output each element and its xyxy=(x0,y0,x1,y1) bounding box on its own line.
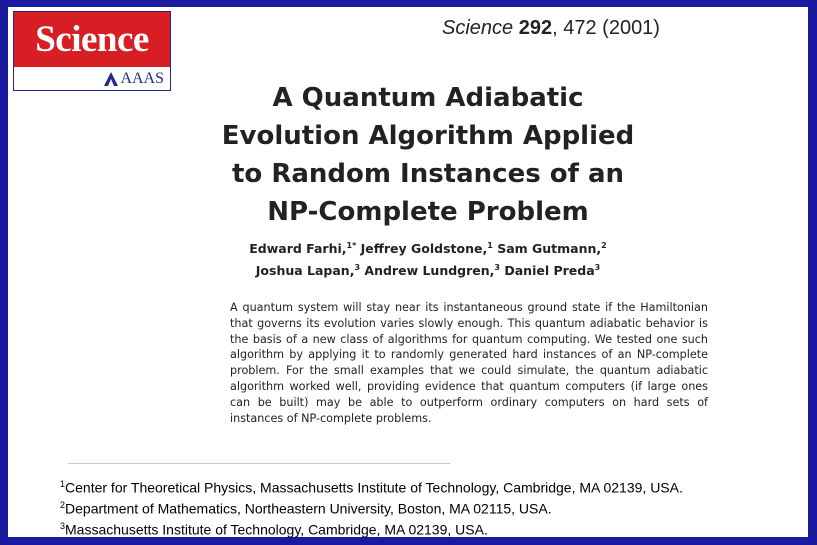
author-affiliation-mark: 3 xyxy=(494,263,500,273)
footnote-divider xyxy=(68,463,450,464)
slide xyxy=(8,7,808,537)
logo-wordmark: Science xyxy=(14,12,170,67)
affiliation-text: Department of Mathematics, Northeastern University, Boston, MA 02115, USA. xyxy=(65,500,552,517)
affiliation xyxy=(60,497,683,518)
paper-title: A Quantum Adiabatic Evolution Algorithm Applied to Random Instances of an NP-Complete Problem xyxy=(221,83,635,227)
citation xyxy=(442,17,660,40)
author-name: Edward Farhi, xyxy=(249,241,347,257)
author-name: Andrew Lundgren, xyxy=(364,263,495,279)
author-name: Sam Gutmann, xyxy=(497,241,602,257)
affiliation xyxy=(60,476,683,497)
citation-comma: , xyxy=(552,17,564,39)
citation-journal: Science xyxy=(442,17,514,39)
affiliation-number: 2 xyxy=(60,500,66,511)
affiliation-list xyxy=(60,476,683,539)
aaas-logo xyxy=(104,69,164,89)
citation-year: (2001) xyxy=(602,17,660,39)
author-list xyxy=(203,236,653,280)
author-name: Joshua Lapan, xyxy=(255,263,355,279)
author xyxy=(256,263,360,278)
abstract: A quantum system will stay near its instantaneous ground state if the Hamiltonian that governs its evolution varies slowly enough. This quantum adiabatic behavior is the basis of a new class of algorithms for quantum computing. We tested one such algorithm by applying it to randomly generated hard instances of an NP-complete problem. For the small examples that we could simulate, the quantum adiabatic algorithm worked well, providing evidence that quantum computers (if large ones can be built) may be able to outperform ordinary computers on hard sets of instances of NP-complete problems. xyxy=(230,301,708,425)
aaas-text: AAAS xyxy=(120,70,164,87)
affiliation xyxy=(60,518,683,539)
author-name: Jeffrey Goldstone, xyxy=(360,241,488,257)
affiliation-number: 3 xyxy=(60,521,66,532)
citation-pages: 472 xyxy=(563,17,597,39)
author-affiliation-mark: 1 xyxy=(487,241,493,250)
author-affiliation-mark: 3 xyxy=(594,263,601,273)
science-logo xyxy=(13,11,171,91)
citation-volume: 292 xyxy=(518,17,553,39)
author-affiliation-mark: 2 xyxy=(601,241,607,250)
affiliation-text: Massachusetts Institute of Technology, Cambridge, MA 02139, USA. xyxy=(65,521,488,538)
author-affiliation-mark: 3 xyxy=(354,263,361,273)
author-affiliation-mark: 1* xyxy=(346,241,357,250)
affiliation-number: 1 xyxy=(60,479,66,489)
author xyxy=(361,241,493,256)
author xyxy=(364,263,500,278)
author-name: Daniel Preda xyxy=(504,263,595,279)
affiliation-text: Center for Theoretical Physics, Massachusetts Institute of Technology, Cambridge, MA 02139, USA. xyxy=(65,479,683,496)
author xyxy=(249,241,356,256)
author xyxy=(504,263,600,278)
author xyxy=(497,241,607,256)
aaas-icon xyxy=(104,72,118,86)
